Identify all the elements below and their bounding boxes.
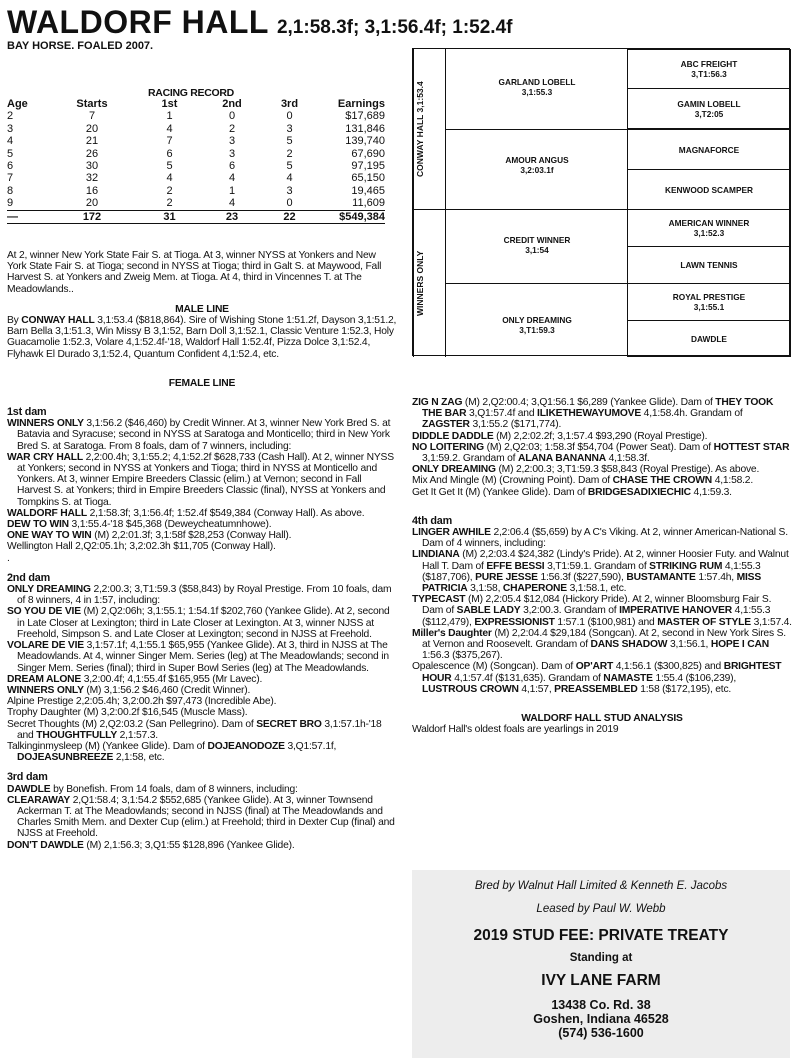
pedigree-g6: LAWN TENNIS: [627, 246, 791, 284]
cell: 6: [7, 160, 14, 173]
cell: 6: [228, 160, 236, 173]
cell: 131,846: [345, 122, 385, 135]
horse-subtitle: BAY HORSE. FOALED 2007.: [7, 40, 154, 52]
list-item: LINGER AWHILE 2,2:06.4 ($5,659) by A C's Viking. At 2, winner American-National S. Dam of 4 winners, including:: [412, 527, 788, 550]
list-item: DIDDLE DADDLE (M) 2,2:02.2f; 3,1:57.4 $93,290 (Royal Prestige).: [412, 430, 708, 442]
list-item: WALDORF HALL 2,1:58.3f; 3,1:56.4f; 1:52.4f $549,384 (Conway Hall). As above.: [7, 507, 365, 519]
pedigree-g8: DAWDLE: [627, 320, 791, 357]
list-item: Secret Thoughts (M) 2,Q2:03.2 (San Pellegrino). Dam of SECRET BRO 3,1:57.1h-'18 and THOUGHTFULLY 2,1:57.3.: [7, 718, 382, 741]
cell: 21: [85, 135, 99, 148]
pedigree-dam-dam: ONLY DREAMING 3,T1:59.3: [502, 315, 572, 335]
divider: [445, 283, 627, 284]
cell: 4: [166, 172, 173, 185]
cell: 11,609: [352, 197, 385, 210]
pedigree-chart: [412, 48, 790, 356]
cell: 19,465: [351, 184, 385, 197]
stud-info-box: [412, 870, 790, 1058]
cell: 1: [228, 184, 236, 197]
cell: 67,690: [351, 147, 385, 160]
cell: 0: [286, 197, 293, 210]
pedigree-dam-label: WINNERS ONLY: [415, 250, 425, 316]
cell: 32: [85, 172, 99, 185]
cell: 20: [85, 122, 99, 135]
table-row: [7, 172, 385, 184]
cell: 26: [85, 147, 99, 160]
list-item: ONLY DREAMING 2,2:00.3; 3,T1:59.3 ($58,843) by Royal Prestige. From 10 foals, dam of 8 winners, 4 in 1:57, including:: [7, 584, 392, 607]
col-starts: Starts: [76, 98, 108, 110]
cell: 7: [7, 172, 14, 185]
list-item: WINNERS ONLY (M) 3,1:56.2 $46,460 (Credit Winner).: [7, 684, 251, 696]
list-item: SO YOU DE VIE (M) 2,Q2:06h; 3,1:55.1; 1:54.1f $202,760 (Yankee Glide). At 2, second in Late Closer at Lexington; third in Late Closer at Lexington. At 3, winner NJSS at Freehold, Simpson S. and Late Closer at Lexington; second in NJSS at Freehold.: [7, 606, 390, 640]
cell: 3: [228, 147, 236, 160]
cell: 4: [228, 197, 236, 210]
pedigree-sire-label: CONWAY HALL 3,1:53.4: [415, 81, 425, 177]
male-line-text: By CONWAY HALL 3,1:53.4 ($818,864). Sire of Wishing Stone 1:51.2f, Dayson 3,1:51.2, Barn Bella 3,1:51.3, Win Missy B 3,1:52, Barn Doll 3,1:52.1, Classic Venture 1:52.3, Holy Guacamolie 1:52.3, Volare 4,1:52.4f-'18, Waldorf Hall 1:52.4f, Pizza Dolce 3,1:52.4, Flyhawk El Durado 3,1:52.4, Quantum Confident 4,1:52.4, etc.: [7, 315, 397, 360]
cell: 0: [286, 110, 293, 123]
cell: 2: [228, 122, 236, 135]
pedigree-g5: AMERICAN WINNER 3,1:52.3: [627, 209, 791, 247]
cell: 7: [166, 135, 173, 148]
col-age: Age: [7, 98, 28, 110]
page-header: [7, 4, 512, 41]
cell: 5: [166, 160, 173, 173]
list-item: Trophy Daughter (M) 3,2:00.2f $16,545 (Muscle Mass).: [7, 707, 248, 719]
farm-address: 13438 Co. Rd. 38 Goshen, Indiana 46528 (574) 536-1600: [412, 998, 790, 1040]
stud-analysis-title: WALDORF HALL STUD ANALYSIS: [521, 713, 683, 725]
fourth-dam-title: 4th dam: [412, 514, 452, 527]
second-dam-title: 2nd dam: [7, 571, 50, 584]
list-item: ZIG N ZAG (M) 2,Q2:00.4; 3,Q1:56.1 $6,289 (Yankee Glide). Dam of THEY TOOK THE BAR 3,Q1:57.4f and ILIKETHEWAYUMOVE 4,1:58.4h. Grandam of ZAGSTER 3,1:55.2 ($171,774).: [412, 397, 774, 431]
cell: 5: [7, 147, 14, 160]
race-summary: At 2, winner New York State Fair S. at Tioga. At 3, winner NYSS at Yonkers and New York State Fair S. at Tioga; second in NYSS at Tioga; third in Galt S. at Maywood, Fall Harvest S. at Yonkers and Zweig Mem. at Tioga. At 4, third in Vincennes T. at The Meadowlands..: [7, 250, 382, 295]
list-item: DREAM ALONE 3,2:00.4f; 4,1:55.4f $165,955 (Mr Lavec).: [7, 673, 263, 685]
list-item: NO LOITERING (M) 2,Q2:03; 1:58.3f $54,704 (Power Seat). Dam of HOTTEST STAR 3,1:59.2. Grandam of ALANA BANANNA 4,1:58.3f.: [412, 441, 790, 465]
female-line-title: FEMALE LINE: [168, 377, 236, 389]
table-row: [7, 135, 385, 147]
list-item: Opalescence (M) (Songcan). Dam of OP'ART 4,1:56.1 ($300,825) and BRIGHTEST HOUR 4,1:57.4f ($131,635). Grandam of NAMASTE 1:55.4 ($106,239), LUSTROUS CROWN 4,1:57, PREASSEMBLED 1:58 ($172,195), etc.: [412, 661, 782, 695]
cell: 3: [7, 122, 14, 135]
pedigree-g7: ROYAL PRESTIGE 3,1:55.1: [627, 283, 791, 321]
list-item: .: [7, 552, 10, 564]
pedigree-sire-dam: AMOUR ANGUS 3,2:03.1f: [505, 155, 569, 175]
bred-by: Bred by Walnut Hall Limited & Kenneth E. Jacobs: [474, 880, 728, 892]
cell: 7: [88, 110, 96, 123]
cell: 22: [262, 210, 317, 223]
cell: $549,384: [317, 210, 385, 223]
cell: 2: [166, 184, 173, 197]
cell: 97,195: [351, 160, 385, 173]
cell: 23: [202, 210, 262, 223]
pedigree-g3: MAGNAFORCE: [627, 129, 791, 170]
horse-name: WALDORF HALL: [7, 4, 269, 40]
totals-row: [7, 210, 385, 223]
pedigree-g4: KENWOOD SCAMPER: [627, 169, 791, 210]
list-item: DAWDLE by Bonefish. From 14 foals, dam of 8 winners, including:: [7, 783, 298, 795]
first-dam-title: 1st dam: [7, 406, 47, 419]
racing-record-title: RACING RECORD: [148, 87, 234, 99]
right-column: [412, 397, 792, 735]
table-row: [7, 185, 385, 197]
cell: 4: [166, 122, 173, 135]
cell: 3: [286, 184, 293, 197]
pedigree-sire-sire: GARLAND LOBELL 3,1:55.3: [498, 77, 576, 97]
table-row: [7, 123, 385, 135]
cell: $17,689: [345, 110, 385, 123]
list-item: ONE WAY TO WIN (M) 2,2:01.3f; 3,1:58f $28,253 (Conway Hall).: [7, 530, 292, 542]
list-item: Alpine Prestige 2,2:05.4h; 3,2:00.2h $97,473 (Incredible Abe).: [7, 696, 277, 708]
cell: 4: [228, 172, 236, 185]
list-item: WAR CRY HALL 2,2:00.4h; 3,1:55.2; 4,1:52.2f $628,733 (Cash Hall). At 2, winner NYSS at Yonkers; second in NYSS at Yonkers and Tioga; third in NYSS at Monticello and Yonkers. At 3, winner Empire Breeders Classic (elim.) at Vernon; second in Fall Harvest S. at Yonkers; third in Empire Breeders Classic (final), NYSS at Yonkers and Tompkins S. at Tioga.: [7, 451, 394, 508]
col-earnings: Earnings: [337, 98, 385, 110]
cell: 5: [286, 135, 293, 148]
list-item: WINNERS ONLY 3,1:56.2 ($46,460) by Credit Winner. At 3, winner New York Bred S. at Batavia and Syracuse; second in NYSS at Saratoga and Monticello; third in New York Bred S. at Saratoga. From 8 foals, dam of 7 winners, including:: [7, 418, 391, 452]
leased-by: Leased by Paul W. Webb: [536, 903, 666, 915]
stud-fee: 2019 STUD FEE: PRIVATE TREATY: [473, 927, 729, 944]
cell: 2: [286, 147, 293, 160]
standing-at: Standing at: [569, 952, 633, 964]
cell: 4: [7, 135, 14, 148]
male-line-title: MALE LINE: [175, 303, 229, 315]
racing-record-table: [7, 98, 385, 224]
table-header-row: [7, 98, 385, 110]
cell: 5: [286, 160, 293, 173]
list-item: TYPECAST (M) 2,2:05.4 $12,084 (Hickory Pride). At 2, winner Bloomsburg Fair S. Dam of SABLE LADY 3,2:00.3. Grandam of IMPERATIVE HANOVER 4,1:55.3 ($112,479), EXPRESSIONIST 1:57.1 ($100,981) and MASTER OF STYLE 3,1:57.4.: [412, 594, 792, 628]
pedigree-g2: GAMIN LOBELL 3,T2:05: [627, 88, 791, 129]
list-item: Miller's Daughter (M) 2,2:04.4 $29,184 (Songcan). At 2, second in New York Sires S. at Vernon and Roosevelt. Grandam of DANS SHADOW 3,1:56.1, HOPE I CAN 1:56.3 ($375,267).: [412, 627, 786, 662]
cell: 0: [228, 110, 236, 123]
divider: [445, 49, 446, 357]
cell: 172: [47, 210, 137, 223]
list-item: Mix And Mingle (M) (Crowning Point). Dam of CHASE THE CROWN 4,1:58.2.: [412, 475, 753, 487]
cell: —: [7, 210, 47, 223]
cell: 3: [286, 122, 293, 135]
cell: 65,150: [351, 172, 385, 185]
cell: 6: [166, 147, 173, 160]
list-item: Talkinginmysleep (M) (Yankee Glide). Dam of DOJEANODOZE 3,Q1:57.1f, DOJEASUNBREEZE 2,1:58, etc.: [7, 740, 337, 764]
list-item: Get It Get It (M) (Yankee Glide). Dam of BRIDGESADIXIECHIC 4,1:59.3.: [412, 486, 732, 498]
list-item: DON'T DAWDLE (M) 2,1:56.3; 3,Q1:55 $128,896 (Yankee Glide).: [7, 839, 295, 851]
cell: 9: [7, 197, 14, 210]
cell: 2: [166, 197, 173, 210]
col-1st: 1st: [161, 98, 178, 110]
divider: [413, 49, 414, 357]
table-row: [7, 197, 385, 210]
sire-name: CONWAY HALL: [21, 315, 95, 327]
list-item: LINDIANA (M) 2,2:03.4 $24,382 (Lindy's Pride). At 2, winner Hoosier Futy. and Walnut Hall T. Dam of EFFE BESSI 3,T1:59.1. Grandam of STRIKING RUM 4,1:55.3 ($187,706), PURE JESSE 1:56.3f ($227,590), BUSTAMANTE 1:57.4h, MISS PATRICIA 3,1:58, CHAPERONE 3,1:58.1, etc.: [412, 549, 789, 595]
cell: 8: [7, 184, 14, 197]
cell: 4: [286, 172, 293, 185]
col-3rd: 3rd: [280, 98, 299, 110]
list-item: DEW TO WIN 3,1:55.4-'18 $45,368 (Deweycheatumnhowe).: [7, 519, 272, 531]
table-row: [7, 160, 385, 172]
cell: 2: [7, 110, 14, 123]
cell: 20: [85, 197, 99, 210]
horse-records: 2,1:58.3f; 3,1:56.4f; 1:52.4f: [276, 17, 513, 38]
cell: 16: [85, 184, 99, 197]
third-dam-title: 3rd dam: [7, 771, 48, 784]
cell: 31: [137, 210, 202, 223]
stud-analysis-text: Waldorf Hall's oldest foals are yearlings in 2019: [412, 724, 619, 736]
farm-name: IVY LANE FARM: [541, 972, 661, 989]
pedigree-dam-sire: CREDIT WINNER 3,1:54: [503, 235, 571, 255]
list-item: VOLARE DE VIE 3,1:57.1f; 4,1:55.1 $65,955 (Yankee Glide). At 3, third in NJSS at The Meadowlands. At 4, winner Singer Mem. Series (leg) at The Meadowlands; second in Singer Mem. Series (final); third in Super Bowl Series (leg) at The Meadowlands.: [7, 640, 389, 674]
pedigree-g1: ABC FREIGHT 3,T1:56.3: [627, 49, 791, 89]
divider: [445, 129, 627, 130]
list-item: Wellington Hall 2,Q2:05.1h; 3,2:02.3h $11,705 (Conway Hall).: [7, 541, 276, 553]
left-column: [7, 250, 397, 851]
cell: 139,740: [345, 135, 385, 148]
cell: 3: [228, 135, 236, 148]
table-row: [7, 110, 385, 122]
cell: 1: [166, 110, 173, 123]
farm-phone: (574) 536-1600: [558, 1026, 644, 1040]
list-item: ONLY DREAMING (M) 2,2:00.3; 3,T1:59.3 $58,843 (Royal Prestige). As above.: [412, 464, 760, 476]
col-2nd: 2nd: [222, 98, 242, 110]
table-row: [7, 148, 385, 160]
list-item: CLEARAWAY 2,Q1:58.4; 3,1:54.2 $552,685 (Yankee Glide). At 3, winner Townsend Ackerman T. at The Meadowlands; second in NJSS (final) at The Meadowlands and Charles Smith Mem. and Dexter Cup (elim.) at Freehold; third in Dexter Cup (final) and NJSS at Freehold.: [7, 794, 395, 840]
cell: 30: [85, 160, 99, 173]
